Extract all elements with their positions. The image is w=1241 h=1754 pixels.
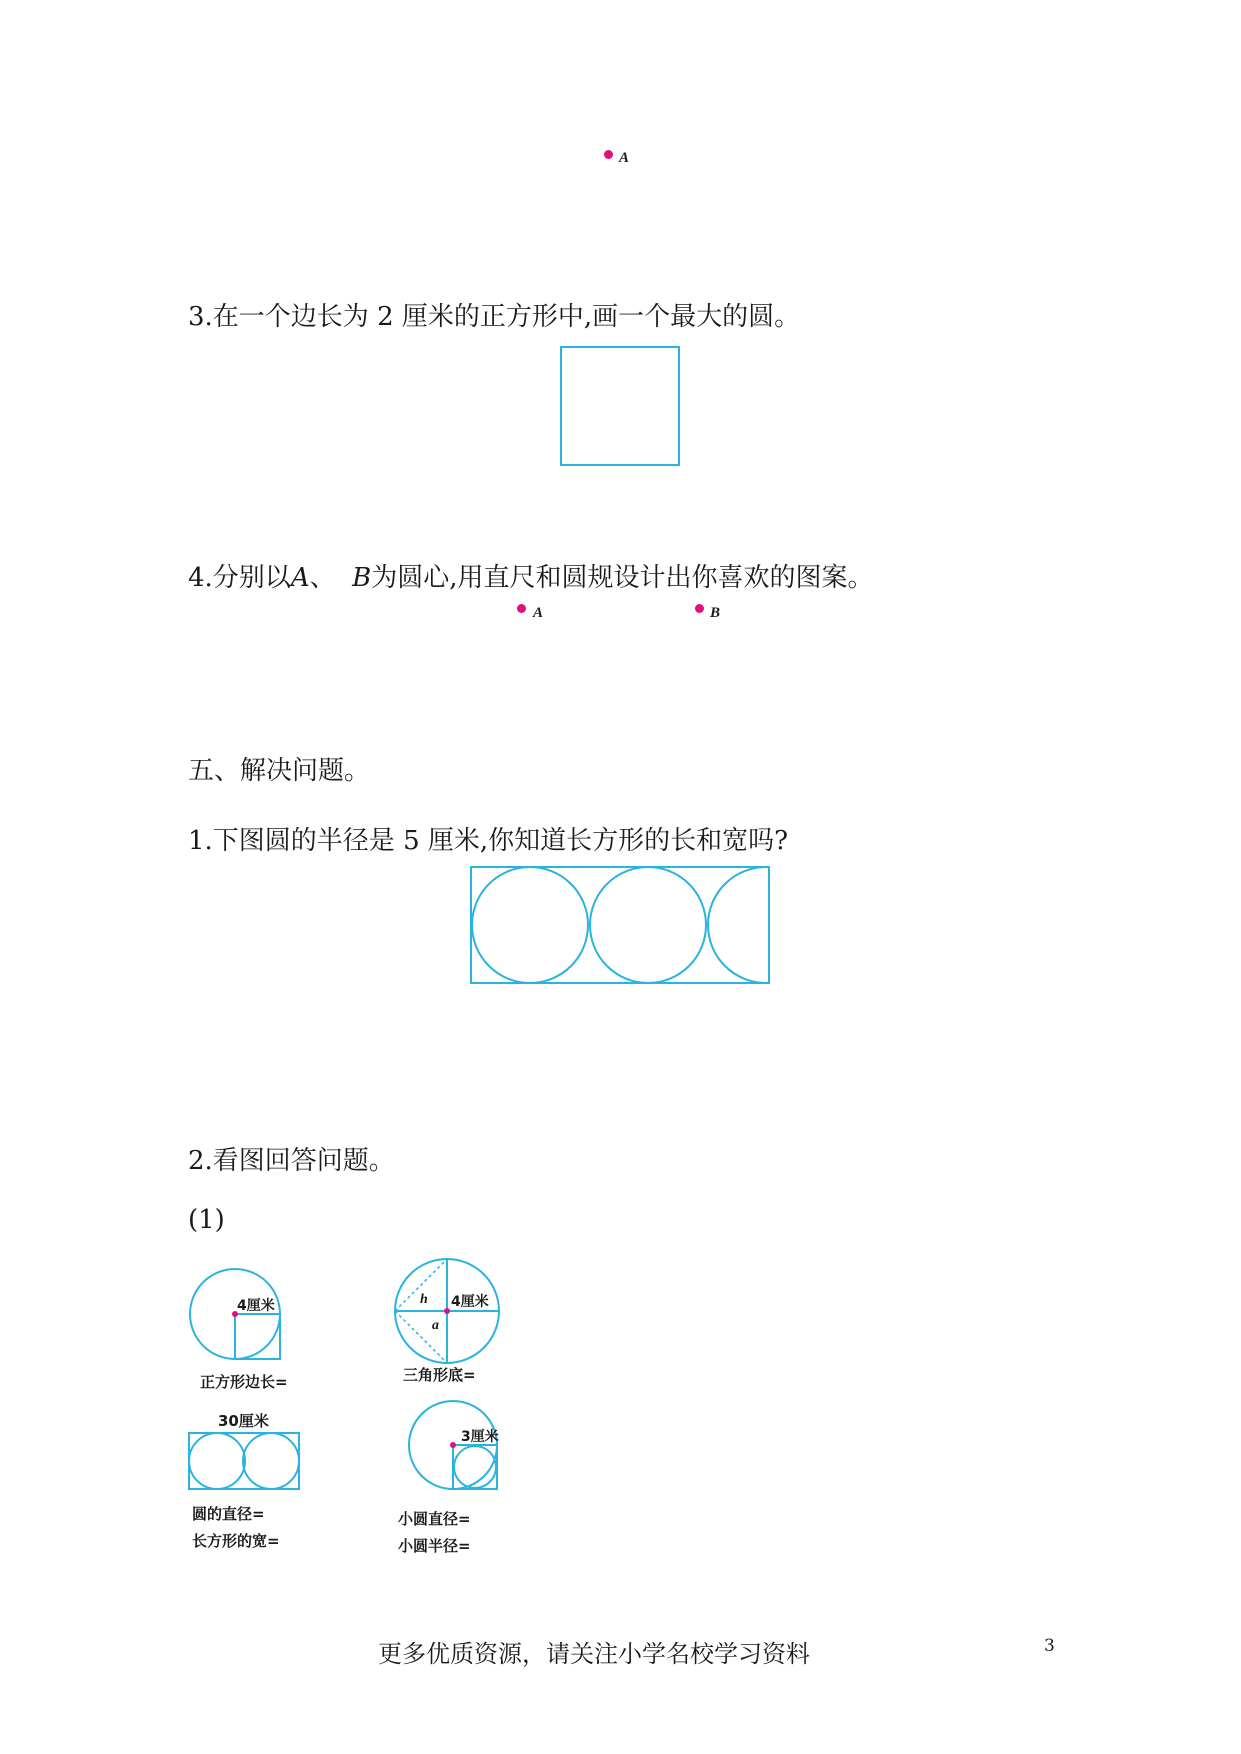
figure-4-radius: 3厘米 — [461, 1429, 499, 1445]
figure-1-answer: 正方形边长= — [200, 1373, 288, 1391]
point-a2-dot — [517, 604, 526, 613]
question-4-sep: 、 — [309, 563, 336, 593]
figure-4-answer-1: 小圆直径= — [398, 1510, 471, 1528]
question-4-suffix: 为圆心,用直尺和圆规设计出你喜欢的图案。 — [371, 563, 874, 593]
section-5-title: 五、解决问题。 — [188, 756, 371, 786]
problem-1: 1.下图圆的半径是 5 厘米,你知道长方形的长和宽吗? — [188, 826, 789, 856]
square-figure — [560, 346, 682, 468]
figure-2-h: h — [420, 1292, 428, 1307]
figure-3-length: 30厘米 — [218, 1412, 269, 1430]
figure-2-answer: 三角形底= — [403, 1366, 476, 1384]
figure-3-rectangle-circles — [188, 1432, 302, 1492]
point-a2-label: A — [533, 605, 544, 621]
figure-1-radius: 4厘米 — [237, 1298, 275, 1314]
page-number: 3 — [1044, 1636, 1055, 1656]
figure-1-circle-square — [190, 1268, 290, 1368]
point-b-dot — [695, 604, 704, 613]
figure-2-circle-triangle — [394, 1258, 502, 1364]
figure-2-radius: 4厘米 — [451, 1294, 489, 1310]
question-4-b: B — [352, 563, 372, 593]
point-a-label: A — [619, 150, 630, 166]
figure-4-nested-circles — [408, 1398, 508, 1498]
question-4 — [188, 557, 874, 594]
question-4-a: A — [290, 563, 310, 593]
problem-2-sub: (1) — [188, 1205, 225, 1235]
question-3: 3.在一个边长为 2 厘米的正方形中,画一个最大的圆。 — [188, 302, 801, 332]
problem-2: 2.看图回答问题。 — [188, 1146, 395, 1176]
figure-3-answer-2: 长方形的宽= — [192, 1532, 280, 1550]
footer-text: 更多优质资源，请关注小学名校学习资料 — [378, 1640, 810, 1668]
figure-4-answer-2: 小圆半径= — [398, 1537, 471, 1555]
rectangle-circles-figure — [470, 866, 772, 986]
point-b-label: B — [710, 605, 721, 621]
figure-3-answer-1: 圆的直径= — [192, 1505, 265, 1523]
figure-2-a: a — [432, 1318, 439, 1333]
question-4-prefix: 4.分别以 — [188, 563, 291, 593]
point-a-dot — [604, 150, 613, 159]
